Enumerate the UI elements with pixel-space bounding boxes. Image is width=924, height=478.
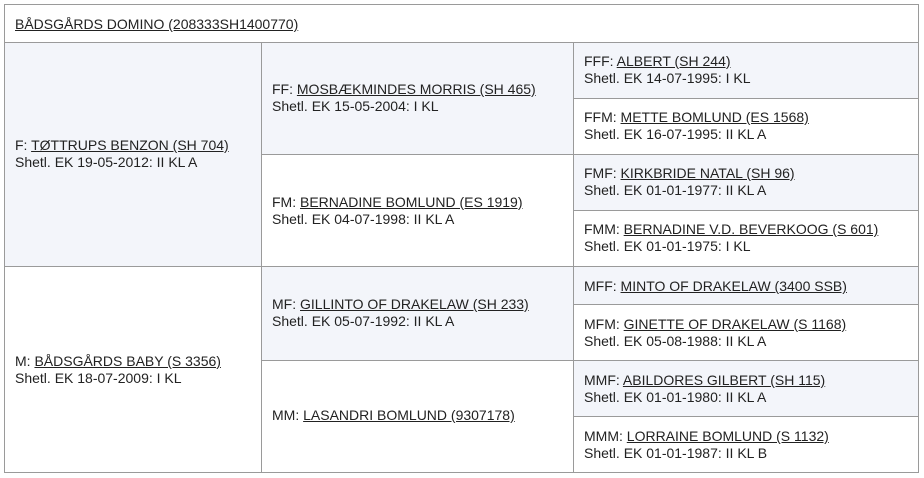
fmm-link[interactable]: BERNADINE V.D. BEVERKOOG (S 601) (623, 221, 879, 237)
mfm-detail: Shetl. EK 05-08-1988: II KL A (584, 333, 767, 349)
dam-cell (5, 267, 262, 472)
ff-label: FF: (272, 81, 293, 97)
mfm-label: MFM: (584, 316, 620, 332)
mm-link[interactable]: LASANDRI BOMLUND (9307178) (303, 407, 515, 423)
mff-cell (574, 267, 918, 305)
mmm-link[interactable]: LORRAINE BOMLUND (S 1132) (626, 428, 829, 444)
mff-label: MFF: (584, 278, 617, 294)
dam-label: M: (15, 353, 31, 369)
mm-label: MM: (272, 407, 300, 423)
pedigree-title-row (5, 5, 918, 43)
ff-link[interactable]: MOSBÆKMINDES MORRIS (SH 465) (296, 81, 536, 97)
fmf-link[interactable]: KIRKBRIDE NATAL (SH 96) (620, 165, 795, 181)
fmm-cell (574, 211, 918, 267)
mf-link[interactable]: GILLINTO OF DRAKELAW (SH 233) (300, 296, 529, 312)
mfm-cell (574, 305, 918, 361)
horse-title-link[interactable]: BÅDSGÅRDS DOMINO (208333SH1400770) (15, 16, 299, 32)
mff-link[interactable]: MINTO OF DRAKELAW (3400 SSB) (620, 278, 847, 294)
mmf-detail: Shetl. EK 01-01-1980: II KL A (584, 389, 767, 405)
sire-link[interactable]: TØTTRUPS BENZON (SH 704) (31, 137, 229, 153)
mf-cell (262, 267, 574, 361)
mmf-link[interactable]: ABILDORES GILBERT (SH 115) (622, 372, 826, 388)
ff-detail: Shetl. EK 15-05-2004: I KL (272, 98, 439, 114)
fm-link[interactable]: BERNADINE BOMLUND (ES 1919) (300, 194, 523, 210)
dam-detail: Shetl. EK 18-07-2009: I KL (15, 370, 182, 386)
sire-label: F: (15, 137, 28, 153)
ffm-label: FFM: (584, 109, 617, 125)
mf-detail: Shetl. EK 05-07-1992: II KL A (272, 313, 455, 329)
fmf-label: FMF: (584, 165, 617, 181)
fff-label: FFF: (584, 53, 614, 69)
fm-detail: Shetl. EK 04-07-1998: II KL A (272, 211, 455, 227)
fmm-label: FMM: (584, 221, 620, 237)
mm-cell (262, 361, 574, 472)
fff-link[interactable]: ALBERT (SH 244) (616, 53, 731, 69)
fff-cell (574, 43, 918, 99)
fff-detail: Shetl. EK 14-07-1995: I KL (584, 70, 751, 86)
mmm-cell (574, 417, 918, 472)
pedigree-table (4, 4, 919, 473)
mmm-label: MMM: (584, 428, 623, 444)
mmf-cell (574, 361, 918, 417)
dam-link[interactable]: BÅDSGÅRDS BABY (S 3356) (34, 353, 221, 369)
ffm-detail: Shetl. EK 16-07-1995: II KL A (584, 126, 767, 142)
fm-cell (262, 155, 574, 267)
mmf-label: MMF: (584, 372, 620, 388)
mmm-detail: Shetl. EK 01-01-1987: II KL B (584, 445, 768, 461)
mfm-link[interactable]: GINETTE OF DRAKELAW (S 1168) (623, 316, 847, 332)
ffm-link[interactable]: METTE BOMLUND (ES 1568) (620, 109, 809, 125)
fmm-detail: Shetl. EK 01-01-1975: I KL (584, 238, 751, 254)
mf-label: MF: (272, 296, 297, 312)
fmf-cell (574, 155, 918, 211)
fmf-detail: Shetl. EK 01-01-1977: II KL A (584, 182, 767, 198)
sire-cell (5, 43, 262, 267)
ff-cell (262, 43, 574, 155)
ffm-cell (574, 99, 918, 155)
sire-detail: Shetl. EK 19-05-2012: II KL A (15, 154, 198, 170)
fm-label: FM: (272, 194, 297, 210)
